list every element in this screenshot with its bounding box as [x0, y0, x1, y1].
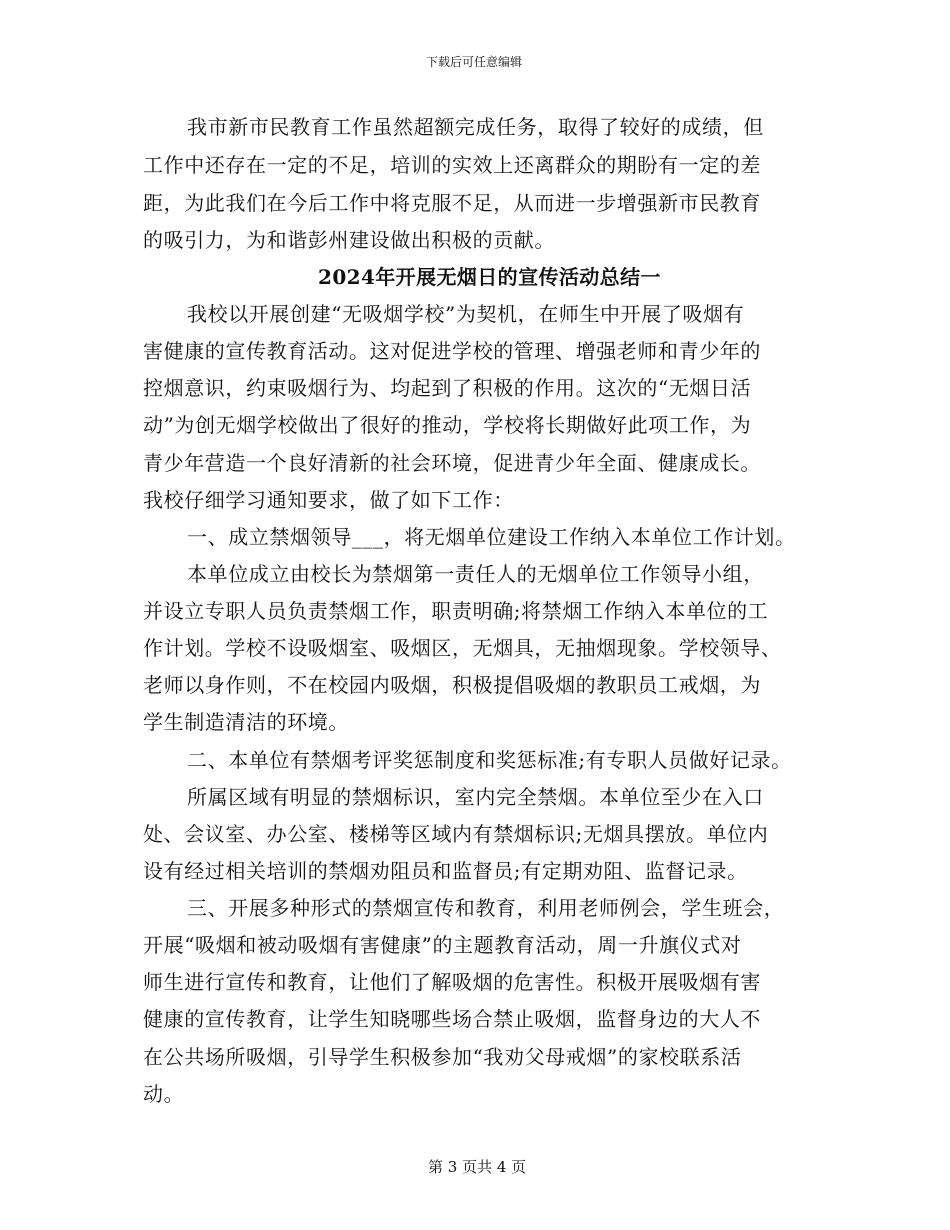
text-line: 的吸引力，为和谐彭州建设做出积极的贡献。 [143, 228, 555, 252]
text-line: 动。 [143, 1082, 185, 1106]
text-line: 动”为创无烟学校做出了很好的推动，学校将长期做好此项工作，为 [143, 413, 752, 437]
text-line: 二、本单位有禁烟考评奖惩制度和奖惩标准;有专职人员做好记录。 [187, 748, 792, 772]
text-line: 健康的宣传教育，让学生知晓哪些场合禁止吸烟，监督身边的大人不 [143, 1007, 761, 1031]
page-footer: 第 3 页共 4 页 [428, 1158, 527, 1176]
text-line: 我市新市民教育工作虽然超额完成任务，取得了较好的成绩，但 [187, 115, 764, 139]
section-title: 2024年开展无烟日的宣传活动总结一 [318, 265, 661, 289]
text-line: 处、会议室、办公室、楼梯等区域内有禁烟标识;无烟具摆放。单位内 [143, 822, 769, 846]
text-line: 青少年营造一个良好清新的社会环境，促进青少年全面、健康成长。 [143, 451, 761, 475]
text-line: 学生制造清洁的环境。 [143, 710, 349, 734]
text-line: 设有经过相关培训的禁烟劝阻员和监督员;有定期劝阻、监督记录。 [143, 859, 748, 883]
text-line: 师生进行宣传和教育，让他们了解吸烟的危害性。积极开展吸烟有害 [143, 970, 761, 994]
text-line: 我校仔细学习通知要求，做了如下工作： [143, 488, 514, 512]
text-line: 害健康的宣传教育活动。这对促进学校的管理、增强老师和青少年的 [143, 339, 761, 363]
text-line: 一、成立禁烟领导___，将无烟单位建设工作纳入本单位工作计划。 [187, 525, 796, 549]
text-line: 本单位成立由校长为禁烟第一责任人的无烟单位工作领导小组， [187, 562, 764, 586]
text-line: 三、开展多种形式的禁烟宣传和教育，利用老师例会，学生班会， [187, 896, 785, 920]
text-line: 老师以身作则，不在校园内吸烟，积极提倡吸烟的教职员工戒烟，为 [143, 673, 761, 697]
page-header: 下载后可任意编辑 [426, 55, 523, 69]
text-line: 开展“吸烟和被动吸烟有害健康”的主题教育活动，周一升旗仪式对 [143, 933, 742, 957]
text-line: 所属区域有明显的禁烟标识，室内完全禁烟。本单位至少在入口 [187, 785, 764, 809]
text-line: 距，为此我们在今后工作中将克服不足，从而进一步增强新市民教育 [143, 191, 761, 215]
text-line: 我校以开展创建“无吸烟学校”为契机，在师生中开展了吸烟有 [187, 302, 745, 326]
text-line: 作计划。学校不设吸烟室、吸烟区，无烟具，无抽烟现象。学校领导、 [143, 636, 782, 660]
text-line: 控烟意识，约束吸烟行为、均起到了积极的作用。这次的“无烟日活 [143, 376, 752, 400]
text-line: 工作中还存在一定的不足，培训的实效上还离群众的期盼有一定的差 [143, 153, 761, 177]
text-line: 在公共场所吸烟，引导学生积极参加“我劝父母戒烟”的家校联系活 [143, 1045, 742, 1069]
text-line: 并设立专职人员负责禁烟工作，职责明确;将禁烟工作纳入本单位的工 [143, 599, 769, 623]
